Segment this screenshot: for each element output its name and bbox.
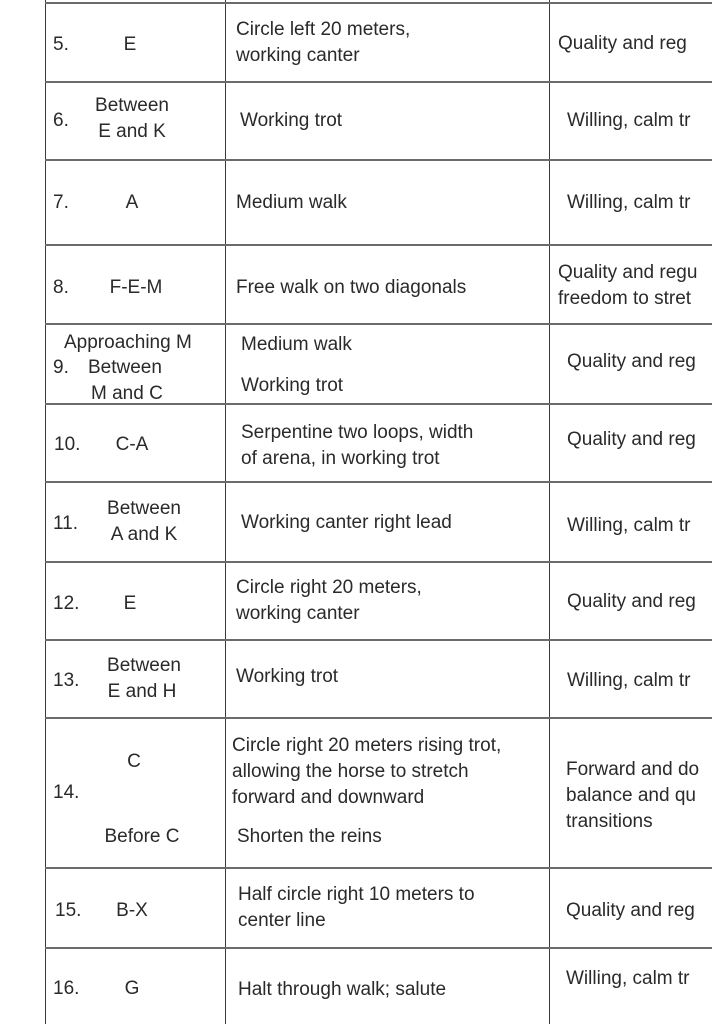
row-divider [45, 2, 712, 4]
arena-marker: F-E-M [109, 277, 163, 298]
directive-text: Willing, calm tr [566, 968, 690, 989]
arena-marker: Between [107, 498, 181, 519]
arena-marker: Between [95, 95, 169, 116]
movement-text: Circle left 20 meters, [236, 19, 411, 40]
row-divider [45, 403, 712, 405]
movement-text: Halt through walk; salute [238, 979, 447, 1000]
row-divider [45, 323, 712, 325]
row-number: 6. [53, 110, 69, 131]
directive-text: Quality and reg [567, 591, 696, 612]
row-number: 5. [53, 34, 69, 55]
directive-text: Quality and regu [558, 262, 698, 283]
movement-text: Free walk on two diagonals [236, 277, 467, 298]
arena-marker: E [123, 34, 137, 55]
directive-text: Quality and reg [566, 900, 695, 921]
row-number: 13. [53, 670, 80, 691]
movement-text: Circle right 20 meters, [236, 577, 422, 598]
directive-text: freedom to stret [558, 288, 692, 309]
directive-text: Quality and reg [567, 429, 696, 450]
arena-marker: E and K [98, 121, 166, 142]
row-number: 12. [53, 593, 80, 614]
row-number: 15. [55, 900, 82, 921]
movement-text: Working canter right lead [241, 512, 452, 533]
row-number: 7. [53, 192, 69, 213]
arena-marker: A [125, 192, 139, 213]
arena-marker: G [124, 978, 140, 999]
arena-marker: E and H [107, 681, 177, 702]
directive-text: Quality and reg [558, 33, 687, 54]
movement-text: of arena, in working trot [241, 448, 440, 469]
directive-text: transitions [566, 811, 653, 832]
directive-text: balance and qu [566, 785, 696, 806]
row-number: 8. [53, 277, 69, 298]
movement-text: Serpentine two loops, width [241, 422, 474, 443]
movement-text: working canter [236, 603, 360, 624]
row-divider [45, 81, 712, 83]
movement-text: Shorten the reins [237, 826, 382, 847]
row-divider [45, 717, 712, 719]
movement-text: allowing the horse to stretch [232, 761, 469, 782]
row-divider [45, 947, 712, 949]
column-divider-marker [225, 0, 226, 1024]
row-number: 16. [53, 978, 80, 999]
directive-text: Forward and do [566, 759, 700, 780]
arena-marker: C [127, 751, 141, 772]
arena-marker: Before C [104, 826, 180, 847]
row-divider [45, 481, 712, 483]
arena-marker: E [123, 593, 137, 614]
movement-text: working canter [236, 45, 360, 66]
movement-text: Working trot [240, 110, 343, 131]
movement-text: Working trot [236, 666, 339, 687]
row-number: 9. [53, 357, 69, 378]
directive-text: Willing, calm tr [567, 670, 691, 691]
movement-text: Medium walk [241, 334, 352, 355]
row-divider [45, 244, 712, 246]
directive-text: Willing, calm tr [567, 515, 691, 536]
arena-marker: B-X [116, 900, 148, 921]
arena-marker: Approaching M [64, 332, 192, 353]
row-number: 14. [53, 782, 80, 803]
movement-text: center line [238, 910, 326, 931]
row-divider [45, 561, 712, 563]
row-divider [45, 867, 712, 869]
row-number: 10. [54, 434, 81, 455]
table-border-left [45, 0, 46, 1024]
row-divider [45, 639, 712, 641]
arena-marker: M and C [91, 383, 163, 402]
arena-marker: Between [88, 357, 162, 378]
movement-text: Working trot [241, 375, 344, 396]
directive-text: Willing, calm tr [567, 192, 691, 213]
movement-text: forward and downward [232, 787, 425, 808]
row-divider [45, 159, 712, 161]
movement-text: Circle right 20 meters rising trot, [232, 735, 502, 756]
directive-text: Quality and reg [567, 351, 696, 372]
row-number: 11. [53, 513, 79, 534]
arena-marker: C-A [115, 434, 149, 455]
arena-marker: A and K [110, 524, 178, 545]
directive-text: Willing, calm tr [567, 110, 691, 131]
arena-marker: Between [107, 655, 181, 676]
movement-text: Half circle right 10 meters to [238, 884, 475, 905]
movement-text: Medium walk [236, 192, 347, 213]
